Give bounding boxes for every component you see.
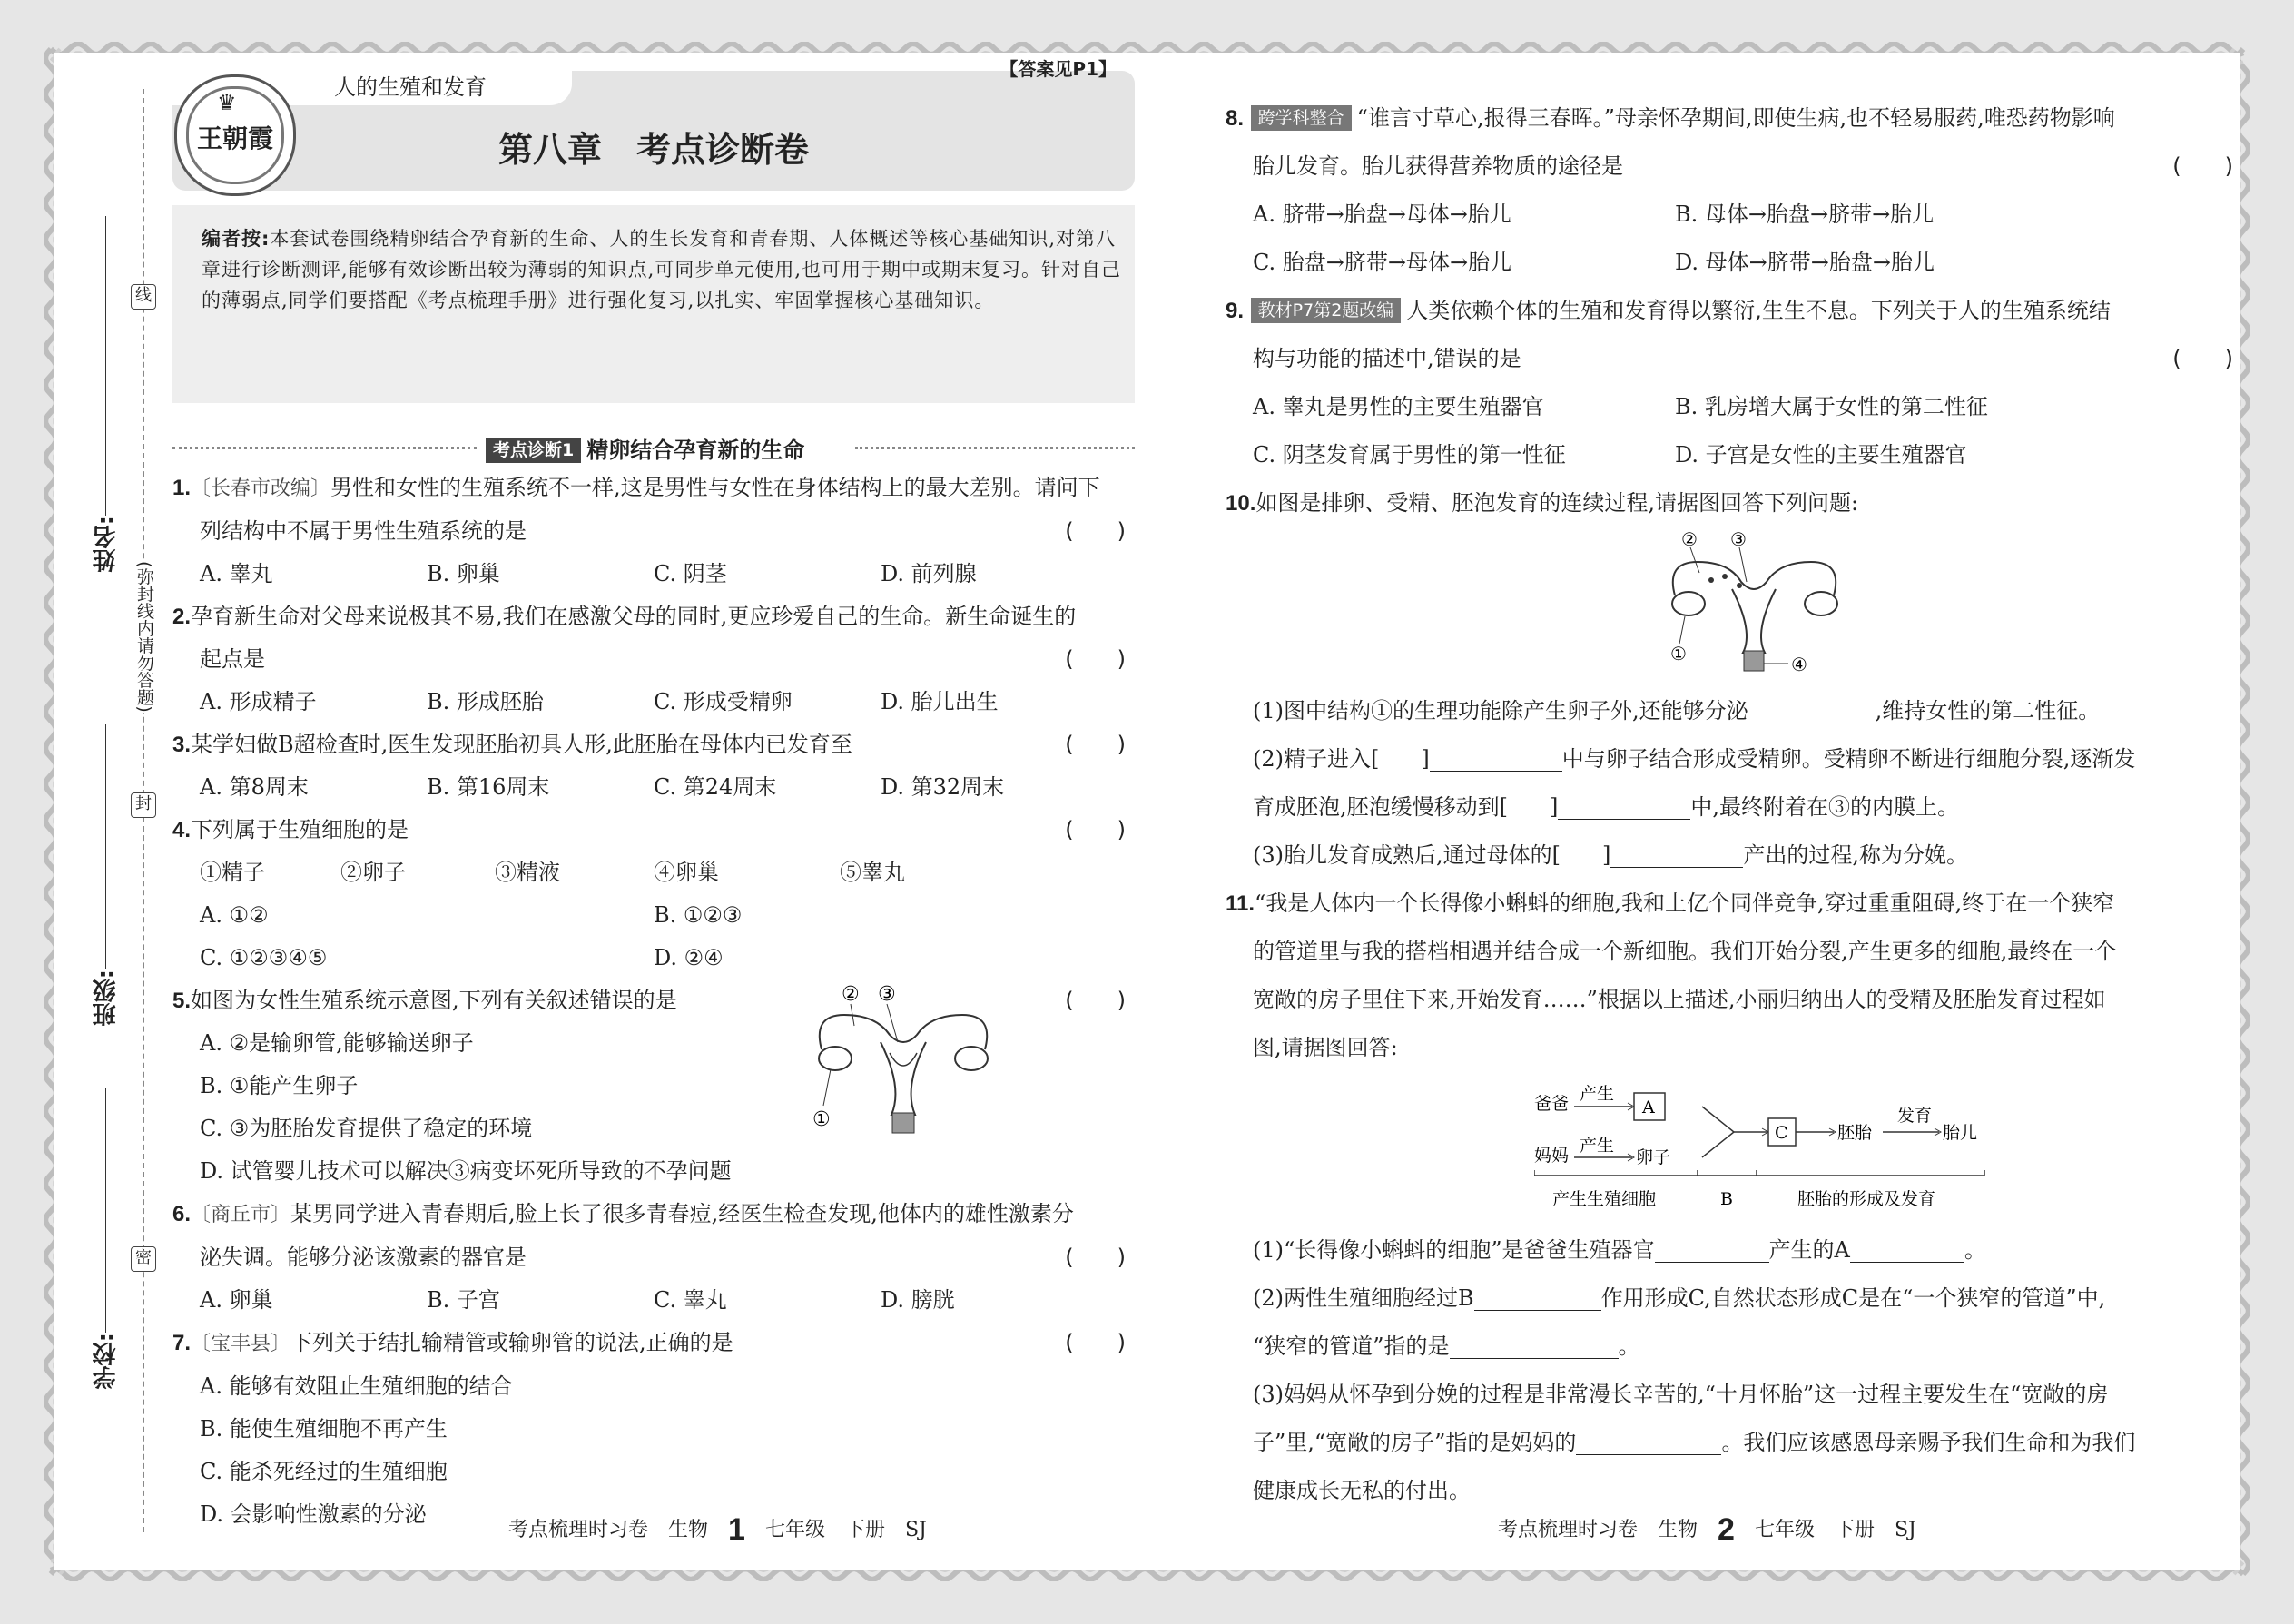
footer-left: [508, 1512, 927, 1548]
question-text: 构与功能的描述中,错误的是: [1253, 346, 1521, 371]
flow-box-a: A: [1642, 1097, 1655, 1117]
question-text: “狭窄的管道”指的是: [1253, 1334, 1450, 1359]
question-9: [1226, 287, 2242, 335]
question-text: 某学妇做B超检查时,医生发现胚胎初具人形,此胚胎在母体内已发育至: [191, 732, 852, 757]
question-2-line2: [172, 638, 1135, 681]
answer-reference: 【答案见P1】: [999, 58, 1117, 80]
question-text: 如图是排卵、受精、胚泡发育的连续过程,请据图回答下列问题:: [1255, 490, 1859, 516]
question-number: 7.: [172, 1331, 192, 1355]
label-1: ①: [812, 1108, 831, 1131]
label-4: ④: [1791, 654, 1807, 675]
option-d[interactable]: D. 膀胱: [881, 1287, 955, 1313]
question-1-line2: [172, 510, 1135, 553]
item: ②卵子: [340, 860, 406, 885]
option-b[interactable]: B. ①②③: [654, 902, 743, 928]
question-source: 〔商丘市〕: [191, 1204, 291, 1226]
question-text: 胎儿发育。胎儿获得营养物质的途径是: [1253, 153, 1623, 179]
section-tag: 考点诊断1: [486, 438, 581, 463]
option-b[interactable]: B. 乳房增大属于女性的第二性征: [1675, 394, 1988, 419]
header-banner: [172, 58, 1135, 191]
question-number: 1.: [172, 476, 192, 500]
question-text: ]: [1421, 746, 1430, 772]
seal-secret-mark: 密: [131, 1246, 156, 1272]
question-number: 3.: [172, 733, 192, 757]
flow-mom: 妈妈: [1534, 1146, 1570, 1166]
question-11-part-2: [1226, 1275, 2242, 1323]
question-text: ]: [1550, 794, 1559, 820]
right-page: [1226, 94, 2242, 1515]
option-c[interactable]: C. 能杀死经过的生殖细胞: [200, 1459, 448, 1484]
question-text: 作用形成C,自然状态形成C是在“一个狭窄的管道”中,: [1600, 1285, 2106, 1311]
flow-dad: 爸爸: [1534, 1094, 1570, 1114]
editor-note-text: 本套试卷围绕精卵结合孕育新的生命、人的生长发育和青春期、人体概述等核心基础知识,对第八章进行诊断测评,能够有效诊断出较为薄弱的知识点,可同步单元使用,也可用于期中或期末复习。针对自己的薄弱点,同学们要搭配《考点梳理手册》进行强化复习,以扎实、牢固掌握核心基础知识。: [202, 228, 1122, 311]
option-d[interactable]: D. 试管婴儿技术可以解决③病变坏死所导致的不孕问题: [200, 1158, 732, 1184]
class-underline: [105, 724, 106, 969]
answer-paren[interactable]: ( ): [1065, 1245, 1126, 1270]
question-number: 11.: [1226, 891, 1255, 916]
flow-develop-label: 发育: [1897, 1106, 1933, 1126]
option-b[interactable]: B. 卵巢: [427, 561, 500, 586]
question-text: (1)图中结构①的生理功能除产生卵子外,还能够分泌: [1253, 698, 1748, 723]
option-d[interactable]: D. ②④: [654, 945, 724, 970]
question-4-options-row1: [172, 894, 1135, 937]
option-a[interactable]: A. ①②: [200, 902, 269, 928]
option-d[interactable]: D. 母体→脐带→胎盘→胎儿: [1675, 250, 1935, 275]
fertilization-flowchart: [1534, 1079, 2006, 1216]
question-text: 育成胚泡,胚泡缓慢移动到[: [1253, 794, 1508, 820]
question-text: 某男同学进入青春期后,脸上长了很多青春痘,经医生检查发现,他体内的雄性激素分: [290, 1201, 1074, 1226]
option-a[interactable]: A. 睾丸: [200, 561, 273, 586]
question-text: 的管道里与我的搭档相遇并结合成一个新细胞。我们开始分裂,产生更多的细胞,最终在一个: [1253, 939, 2117, 964]
section-title: 精卵结合孕育新的生命: [586, 438, 805, 463]
question-text: 图,请据图回答:: [1253, 1035, 1398, 1060]
question-3-options: [172, 766, 1135, 809]
question-2: [172, 595, 1135, 638]
question-10-part-2: [1226, 735, 2242, 783]
question-7: [172, 1322, 1135, 1365]
question-text: 孕育新生命对父母来说极其不易,我们在感激父母的同时,更应珍爱自己的生命。新生命诞生的: [191, 604, 1077, 629]
option-a[interactable]: A. 睾丸是男性的主要生殖器官: [1253, 394, 1544, 419]
option-a[interactable]: A. 第8周末: [200, 774, 309, 800]
section-header: [172, 432, 1135, 463]
logo-text: 王朝霞: [196, 123, 273, 153]
question-text: ]: [1602, 842, 1611, 868]
question-text: (3)胎儿发育成熟后,通过母体的[: [1253, 842, 1561, 868]
question-11-part-3b: [1226, 1419, 2242, 1467]
flow-produce-label: 产生: [1580, 1084, 1615, 1104]
fertilization-flowchart-wrap: [1226, 1072, 2242, 1226]
question-source: 〔宝丰县〕: [191, 1333, 291, 1355]
flow-embryo: 胚胎: [1837, 1123, 1873, 1143]
question-text: 泌失调。能够分泌该激素的器官是: [200, 1245, 527, 1270]
question-text: 中,最终附着在③的内膜上。: [1690, 794, 1960, 820]
label-3: ③: [878, 983, 896, 1006]
question-4-options-row2: [172, 937, 1135, 979]
answer-blank[interactable]: [1430, 747, 1562, 772]
answer-blank[interactable]: [1450, 1334, 1619, 1359]
answer-blank[interactable]: [1748, 699, 1876, 723]
answer-blank[interactable]: [1610, 843, 1743, 868]
label-2: ②: [842, 983, 860, 1006]
question-source: 〔长春市改编〕: [191, 477, 331, 500]
footer-series: 考点梳理时习卷 生物: [508, 1519, 709, 1541]
section-rule-left: [172, 447, 477, 449]
question-11-part-1: [1226, 1226, 2242, 1275]
option-c[interactable]: C. ①②③④⑤: [200, 945, 328, 970]
seal-seal-mark: 封: [131, 792, 156, 818]
question-4: [172, 809, 1135, 851]
question-9-options-row1: [1226, 383, 2242, 431]
flow-fetus: 胎儿: [1943, 1123, 1978, 1143]
question-11-part-3c: 健康成长无私的付出。: [1253, 1478, 1471, 1503]
option-c[interactable]: C. 第24周末: [654, 774, 777, 800]
question-text: 产出的过程,称为分娩。: [1743, 842, 1969, 868]
flow-segment-3: 胚胎的形成及发育: [1797, 1189, 1936, 1209]
question-1: [172, 467, 1135, 510]
school-underline: [105, 1088, 106, 1333]
question-11: [1226, 880, 2242, 928]
option-d[interactable]: D. 第32周末: [881, 774, 1005, 800]
editor-note: [172, 205, 1135, 403]
question-tag: 跨学科整合: [1251, 105, 1352, 131]
page-number: 2: [1718, 1512, 1735, 1547]
question-text: 宽敞的房子里住下来,开始发育……”根据以上描述,小丽归纳出人的受精及胚胎发育过程如: [1253, 987, 2106, 1012]
question-number: 5.: [172, 989, 192, 1013]
question-8-line2: [1226, 143, 2242, 191]
footer-series: 考点梳理时习卷 生物: [1498, 1519, 1698, 1541]
question-text: “谁言寸草心,报得三春晖。”母亲怀孕期间,即使生病,也不轻易服药,唯恐药物影响: [1356, 105, 2115, 131]
question-text: 。: [1964, 1237, 1986, 1263]
left-questions: [172, 467, 1135, 1536]
flow-box-c: C: [1775, 1123, 1788, 1143]
option-a[interactable]: A. 能够有效阻止生殖细胞的结合: [200, 1373, 513, 1399]
question-text: 产生的A: [1768, 1237, 1850, 1263]
question-text: 。: [1618, 1334, 1640, 1359]
question-text: 起点是: [200, 646, 265, 672]
question-8: [1226, 94, 2242, 143]
option-c[interactable]: C. 形成受精卵: [654, 689, 793, 714]
chapter-title: 第八章 考点诊断卷: [497, 130, 809, 170]
item: ③精液: [495, 860, 560, 885]
option-c[interactable]: C. ③为胚胎发育提供了稳定的环境: [200, 1116, 533, 1141]
binding-notice: (弥封线内请勿答题): [131, 561, 156, 713]
publisher-logo: [174, 74, 296, 196]
school-label: 学校:: [93, 1333, 120, 1390]
option-d[interactable]: D. 子宫是女性的主要生殖器官: [1675, 442, 1967, 468]
name-label: 姓名:: [93, 516, 120, 573]
option-c[interactable]: C. 阴茎发育属于男性的第一性征: [1253, 442, 1566, 468]
question-text: 下列属于生殖细胞的是: [191, 817, 409, 842]
question-text: ,维持女性的第二性征。: [1875, 698, 2101, 723]
answer-blank[interactable]: [1850, 1238, 1964, 1263]
answer-paren[interactable]: ( ): [1065, 518, 1126, 544]
question-text: 中与卵子结合形成受精卵。受精卵不断进行细胞分裂,逐渐发: [1561, 746, 2136, 772]
label-2: ②: [1681, 528, 1698, 550]
question-9-options-row2: [1226, 431, 2242, 479]
option-c[interactable]: C. 睾丸: [654, 1287, 727, 1313]
question-number: 6.: [172, 1202, 192, 1226]
flow-segment-1: 产生生殖细胞: [1552, 1189, 1657, 1209]
footer-grade: 七年级 下册 SJ: [1754, 1519, 1916, 1541]
editor-note-body: [172, 205, 1135, 316]
name-underline: [105, 216, 106, 516]
question-text: 列结构中不属于男性生殖系统的是: [200, 518, 527, 544]
binding-margin: [54, 53, 172, 1570]
answer-paren[interactable]: ( ): [1065, 646, 1126, 672]
ovulation-fertilization-diagram: [1652, 527, 1861, 682]
unit-title: 人的生殖和发育: [334, 74, 487, 100]
question-number: 4.: [172, 818, 192, 842]
answer-paren[interactable]: ( ): [1065, 817, 1126, 842]
question-10-part-2b: [1226, 783, 2242, 832]
flow-produce-label: 产生: [1580, 1136, 1615, 1156]
option-d[interactable]: D. 胎儿出生: [881, 689, 999, 714]
question-6-options: [172, 1279, 1135, 1322]
question-text: 男性和女性的生殖系统不一样,这是男性与女性在身体结构上的最大差别。请问下: [330, 475, 1100, 500]
question-9-line2: [1226, 335, 2242, 383]
exam-sheet: [54, 53, 2240, 1570]
question-text: (1)“长得像小蝌蚪的细胞”是爸爸生殖器官: [1253, 1237, 1655, 1263]
option-a[interactable]: A. 卵巢: [200, 1287, 273, 1313]
question-10-part-1: [1226, 687, 2242, 735]
option-d[interactable]: D. 会影响性激素的分泌: [200, 1501, 427, 1527]
question-1-options: [172, 553, 1135, 595]
option-b[interactable]: B. 母体→胎盘→脐带→胎儿: [1675, 202, 1935, 227]
section-rule-right: [855, 447, 1135, 449]
label-1: ①: [1670, 643, 1687, 664]
question-text: (2)精子进入[: [1253, 746, 1380, 772]
question-text: “我是人体内一个长得像小蝌蚪的细胞,我和上亿个同伴竞争,穿过重重阻碍,终于在一个狭窄: [1255, 891, 2115, 916]
answer-paren[interactable]: ( ): [1065, 988, 1126, 1013]
footer-right: [1498, 1512, 1916, 1548]
option-b[interactable]: B. 第16周末: [427, 774, 550, 800]
option-c[interactable]: C. 阴茎: [654, 561, 727, 586]
question-10: [1226, 479, 2242, 527]
answer-blank[interactable]: [1558, 795, 1690, 820]
item: ⑤睾丸: [840, 860, 905, 885]
option-a[interactable]: A. 形成精子: [200, 689, 317, 714]
option-b[interactable]: B. ①能产生卵子: [200, 1073, 359, 1098]
flow-egg: 卵子: [1636, 1147, 1671, 1167]
option-d[interactable]: D. 前列腺: [881, 561, 977, 586]
question-10-part-3: [1226, 832, 2242, 880]
editor-note-label: 编者按:: [202, 228, 271, 250]
answer-paren[interactable]: ( ): [2172, 153, 2233, 179]
question-number: 8.: [1226, 106, 1245, 131]
question-3: [172, 723, 1135, 766]
logo-crown-icon: ♛: [217, 90, 237, 115]
answer-paren[interactable]: ( ): [2172, 346, 2233, 371]
footer-grade: 七年级 下册 SJ: [764, 1519, 927, 1541]
question-8-options-row1: [1226, 191, 2242, 239]
answer-paren[interactable]: ( ): [1065, 732, 1126, 757]
question-2-options: [172, 681, 1135, 723]
question-tag: 教材P7第2题改编: [1251, 298, 1402, 323]
option-b[interactable]: B. 子宫: [427, 1287, 500, 1313]
label-3: ③: [1730, 528, 1747, 550]
question-6-line2: [172, 1236, 1135, 1279]
class-label: 班级:: [93, 969, 120, 1027]
option-b[interactable]: B. 能使生殖细胞不再产生: [200, 1416, 448, 1442]
question-number: 2.: [172, 605, 192, 629]
question-number: 10.: [1226, 491, 1256, 516]
question-text: 。我们应该感恩母亲赐予我们生命和为我们: [1721, 1430, 2136, 1455]
option-a[interactable]: A. 脐带→胎盘→母体→胎儿: [1253, 202, 1511, 227]
answer-paren[interactable]: ( ): [1065, 1330, 1126, 1355]
option-a[interactable]: A. ②是输卵管,能够输送卵子: [200, 1030, 474, 1056]
question-number: 9.: [1226, 299, 1245, 323]
question-11-part-3: (3)妈妈从怀孕到分娩的过程是非常漫长辛苦的,“十月怀胎”这一过程主要发生在“宽敞的房: [1253, 1382, 2109, 1407]
question-text: 如图为女性生殖系统示意图,下列有关叙述错误的是: [191, 988, 677, 1013]
question-6: [172, 1193, 1135, 1236]
page-number: 1: [728, 1512, 745, 1547]
question-11-part-2b: [1226, 1323, 2242, 1371]
answer-blank[interactable]: [1655, 1238, 1769, 1263]
answer-blank[interactable]: [1576, 1431, 1721, 1455]
female-reproductive-system-diagram: [794, 979, 1012, 1151]
item: ①精子: [200, 860, 265, 885]
question-8-options-row2: [1226, 239, 2242, 287]
question-4-items: [172, 851, 1135, 894]
seal-line-mark: 线: [131, 284, 156, 310]
flow-segment-b: B: [1720, 1189, 1733, 1209]
question-10-figure-wrap: [1226, 527, 2242, 687]
item: ④卵巢: [654, 860, 719, 885]
question-text: 下列关于结扎输精管或输卵管的说法,正确的是: [290, 1330, 733, 1355]
answer-blank[interactable]: [1474, 1286, 1601, 1311]
question-text: (2)两性生殖细胞经过B: [1253, 1285, 1474, 1311]
option-c[interactable]: C. 胎盘→脐带→母体→胎儿: [1253, 250, 1512, 275]
question-text: 子”里,“宽敞的房子”指的是妈妈的: [1253, 1430, 1577, 1455]
option-b[interactable]: B. 形成胚胎: [427, 689, 544, 714]
question-text: 人类依赖个体的生殖和发育得以繁衍,生生不息。下列关于人的生殖系统结: [1406, 298, 2111, 323]
